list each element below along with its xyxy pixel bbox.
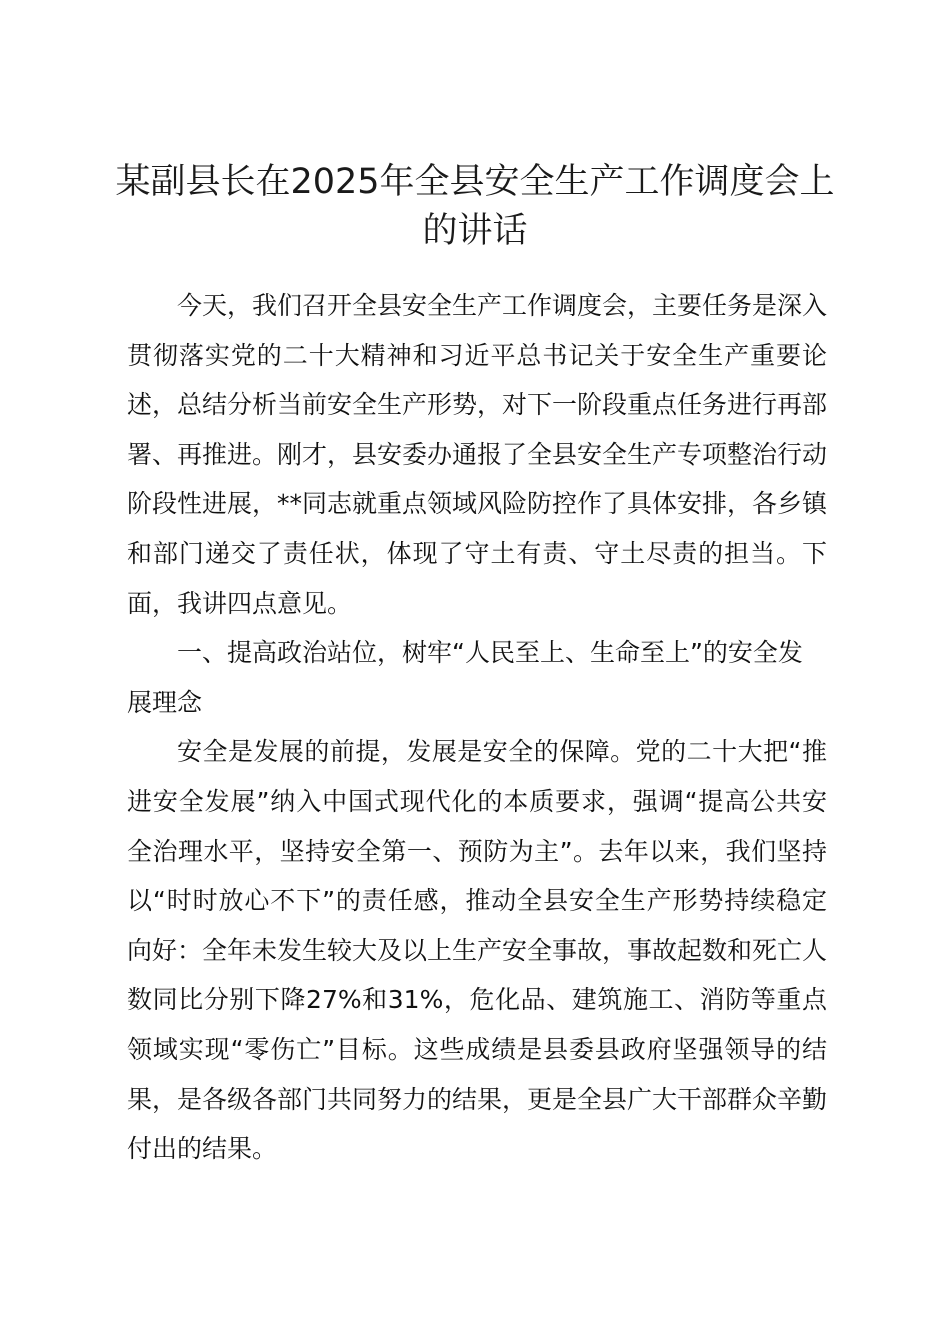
intro-paragraph: 今天，我们召开全县安全生产工作调度会，主要任务是深入贯彻落实党的二十大精神和习近平总书记关于安全生产重要论述，总结分析当前安全生产形势，对下一阶段重点任务进行再部署、再推进。刚才，县安委办通报了全县安全生产专项整治行动阶段性进展，**同志就重点领域风险防控作了具体安排，各乡镇和部门递交了责任状，体现了守土有责、守土尽责的担当。下面，我讲四点意见。 — [127, 291, 828, 618]
document-title: 某副县长在2025年全县安全生产工作调度会上的讲话 — [115, 162, 835, 251]
document-body — [127, 281, 827, 1174]
section-paragraph: 安全是发展的前提，发展是安全的保障。党的二十大把“推进安全发展”纳入中国式现代化的本质要求，强调“提高公共安全治理水平，坚持安全第一、预防为主”。去年以来，我们坚持以“时时放心不下”的责任感，推动全县安全生产形势持续稳定向好：全年未发生较大及以上生产安全事故，事故起数和死亡人数同比分别下降27%和31%，危化品、建筑施工、消防等重点领域实现“零伤亡”目标。这些成绩是县委县政府坚强领导的结果，是各级各部门共同努力的结果，更是全县广大干部群众辛勤付出的结果。 — [127, 737, 828, 1164]
section-heading: 一、提高政治站位，树牢“人民至上、生命至上”的安全发展理念 — [127, 638, 803, 717]
